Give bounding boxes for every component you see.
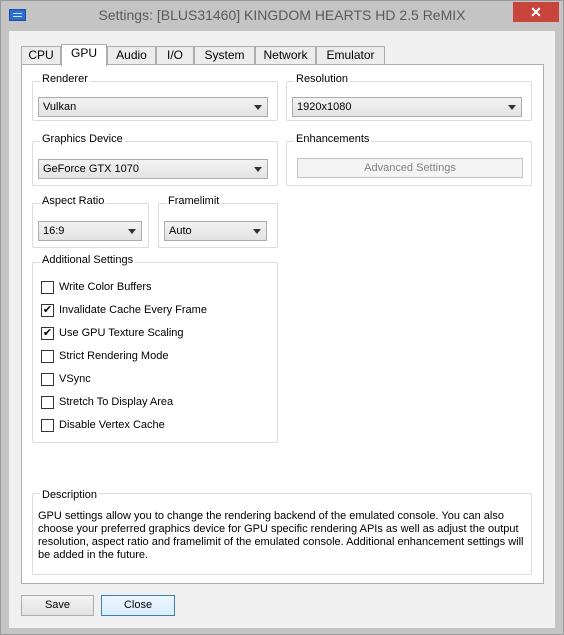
vsync-checkbox[interactable] [41, 373, 54, 386]
renderer-value: Vulkan [43, 101, 77, 113]
advanced-settings-button[interactable]: Advanced Settings [297, 158, 523, 178]
stretch-display-checkbox[interactable] [41, 396, 54, 409]
additional-settings-group [32, 254, 278, 443]
tab-emulator[interactable]: Emulator [316, 46, 385, 64]
framelimit-label: Framelimit [168, 195, 220, 207]
close-icon: ✕ [530, 4, 542, 20]
resolution-select[interactable] [292, 97, 522, 117]
resolution-value: 1920x1080 [297, 101, 352, 113]
graphics-device-group [32, 133, 278, 186]
save-button[interactable]: Save [21, 595, 94, 616]
aspect-ratio-group [32, 195, 149, 248]
close-window-button[interactable] [513, 2, 559, 22]
tab-cpu[interactable]: CPU [21, 46, 61, 64]
aspect-ratio-select[interactable] [38, 221, 142, 241]
disable-vertex-cache-checkbox[interactable] [41, 419, 54, 432]
graphics-device-value: GeForce GTX 1070 [43, 163, 139, 175]
invalidate-cache-label: Invalidate Cache Every Frame [59, 304, 207, 316]
aspect-ratio-value: 16:9 [43, 225, 65, 237]
enhancements-label: Enhancements [296, 133, 370, 145]
chevron-down-icon [254, 167, 262, 172]
framelimit-value: Auto [169, 225, 192, 237]
tab-network[interactable]: Network [255, 46, 316, 64]
description-label: Description [42, 489, 98, 501]
client-area [9, 31, 555, 628]
disable-vertex-cache-label: Disable Vertex Cache [59, 419, 165, 431]
tab-gpu[interactable]: GPU [61, 44, 107, 66]
description-group [32, 489, 532, 575]
resolution-label: Resolution [296, 73, 348, 85]
description-text: GPU settings allow you to change the rendering backend of the emulated console. You can also choose your preferred graphics device for GPU specific rendering APIs as well as adjust the output resolution, aspect ratio and framelimit of the emulated console. Additional enhancement settings will be added in the future. [38, 510, 524, 561]
graphics-device-label: Graphics Device [42, 133, 123, 145]
renderer-label: Renderer [42, 73, 88, 85]
write-color-buffers-checkbox[interactable] [41, 281, 54, 294]
title-bar[interactable] [1, 1, 563, 29]
invalidate-cache-checkbox[interactable]: ✔ [42, 304, 53, 316]
strict-rendering-label: Strict Rendering Mode [59, 350, 169, 362]
tab-audio[interactable]: Audio [107, 46, 156, 64]
strict-rendering-checkbox[interactable] [41, 350, 54, 363]
renderer-select[interactable] [38, 97, 268, 117]
chevron-down-icon [254, 105, 262, 110]
tab-io[interactable]: I/O [156, 46, 194, 64]
gpu-texture-scaling-label: Use GPU Texture Scaling [59, 327, 184, 339]
graphics-device-select[interactable] [38, 159, 268, 179]
gpu-tab-panel [21, 64, 544, 584]
resolution-group [286, 73, 532, 121]
framelimit-group [158, 195, 278, 248]
framelimit-select[interactable] [164, 221, 267, 241]
additional-settings-label: Additional Settings [42, 254, 134, 266]
vsync-label: VSync [59, 373, 91, 385]
chevron-down-icon [128, 229, 136, 234]
tab-system[interactable]: System [194, 46, 255, 64]
stretch-display-label: Stretch To Display Area [59, 396, 174, 408]
renderer-group [32, 73, 278, 121]
chevron-down-icon [253, 229, 261, 234]
enhancements-group [286, 133, 532, 186]
gpu-texture-scaling-checkbox[interactable]: ✔ [42, 327, 53, 339]
write-color-buffers-label: Write Color Buffers [59, 281, 152, 293]
chevron-down-icon [508, 105, 516, 110]
window-title: Settings: [BLUS31460] KINGDOM HEARTS HD 2.5 ReMIX [98, 7, 466, 23]
close-button[interactable]: Close [101, 595, 175, 616]
aspect-ratio-label: Aspect Ratio [42, 195, 105, 207]
